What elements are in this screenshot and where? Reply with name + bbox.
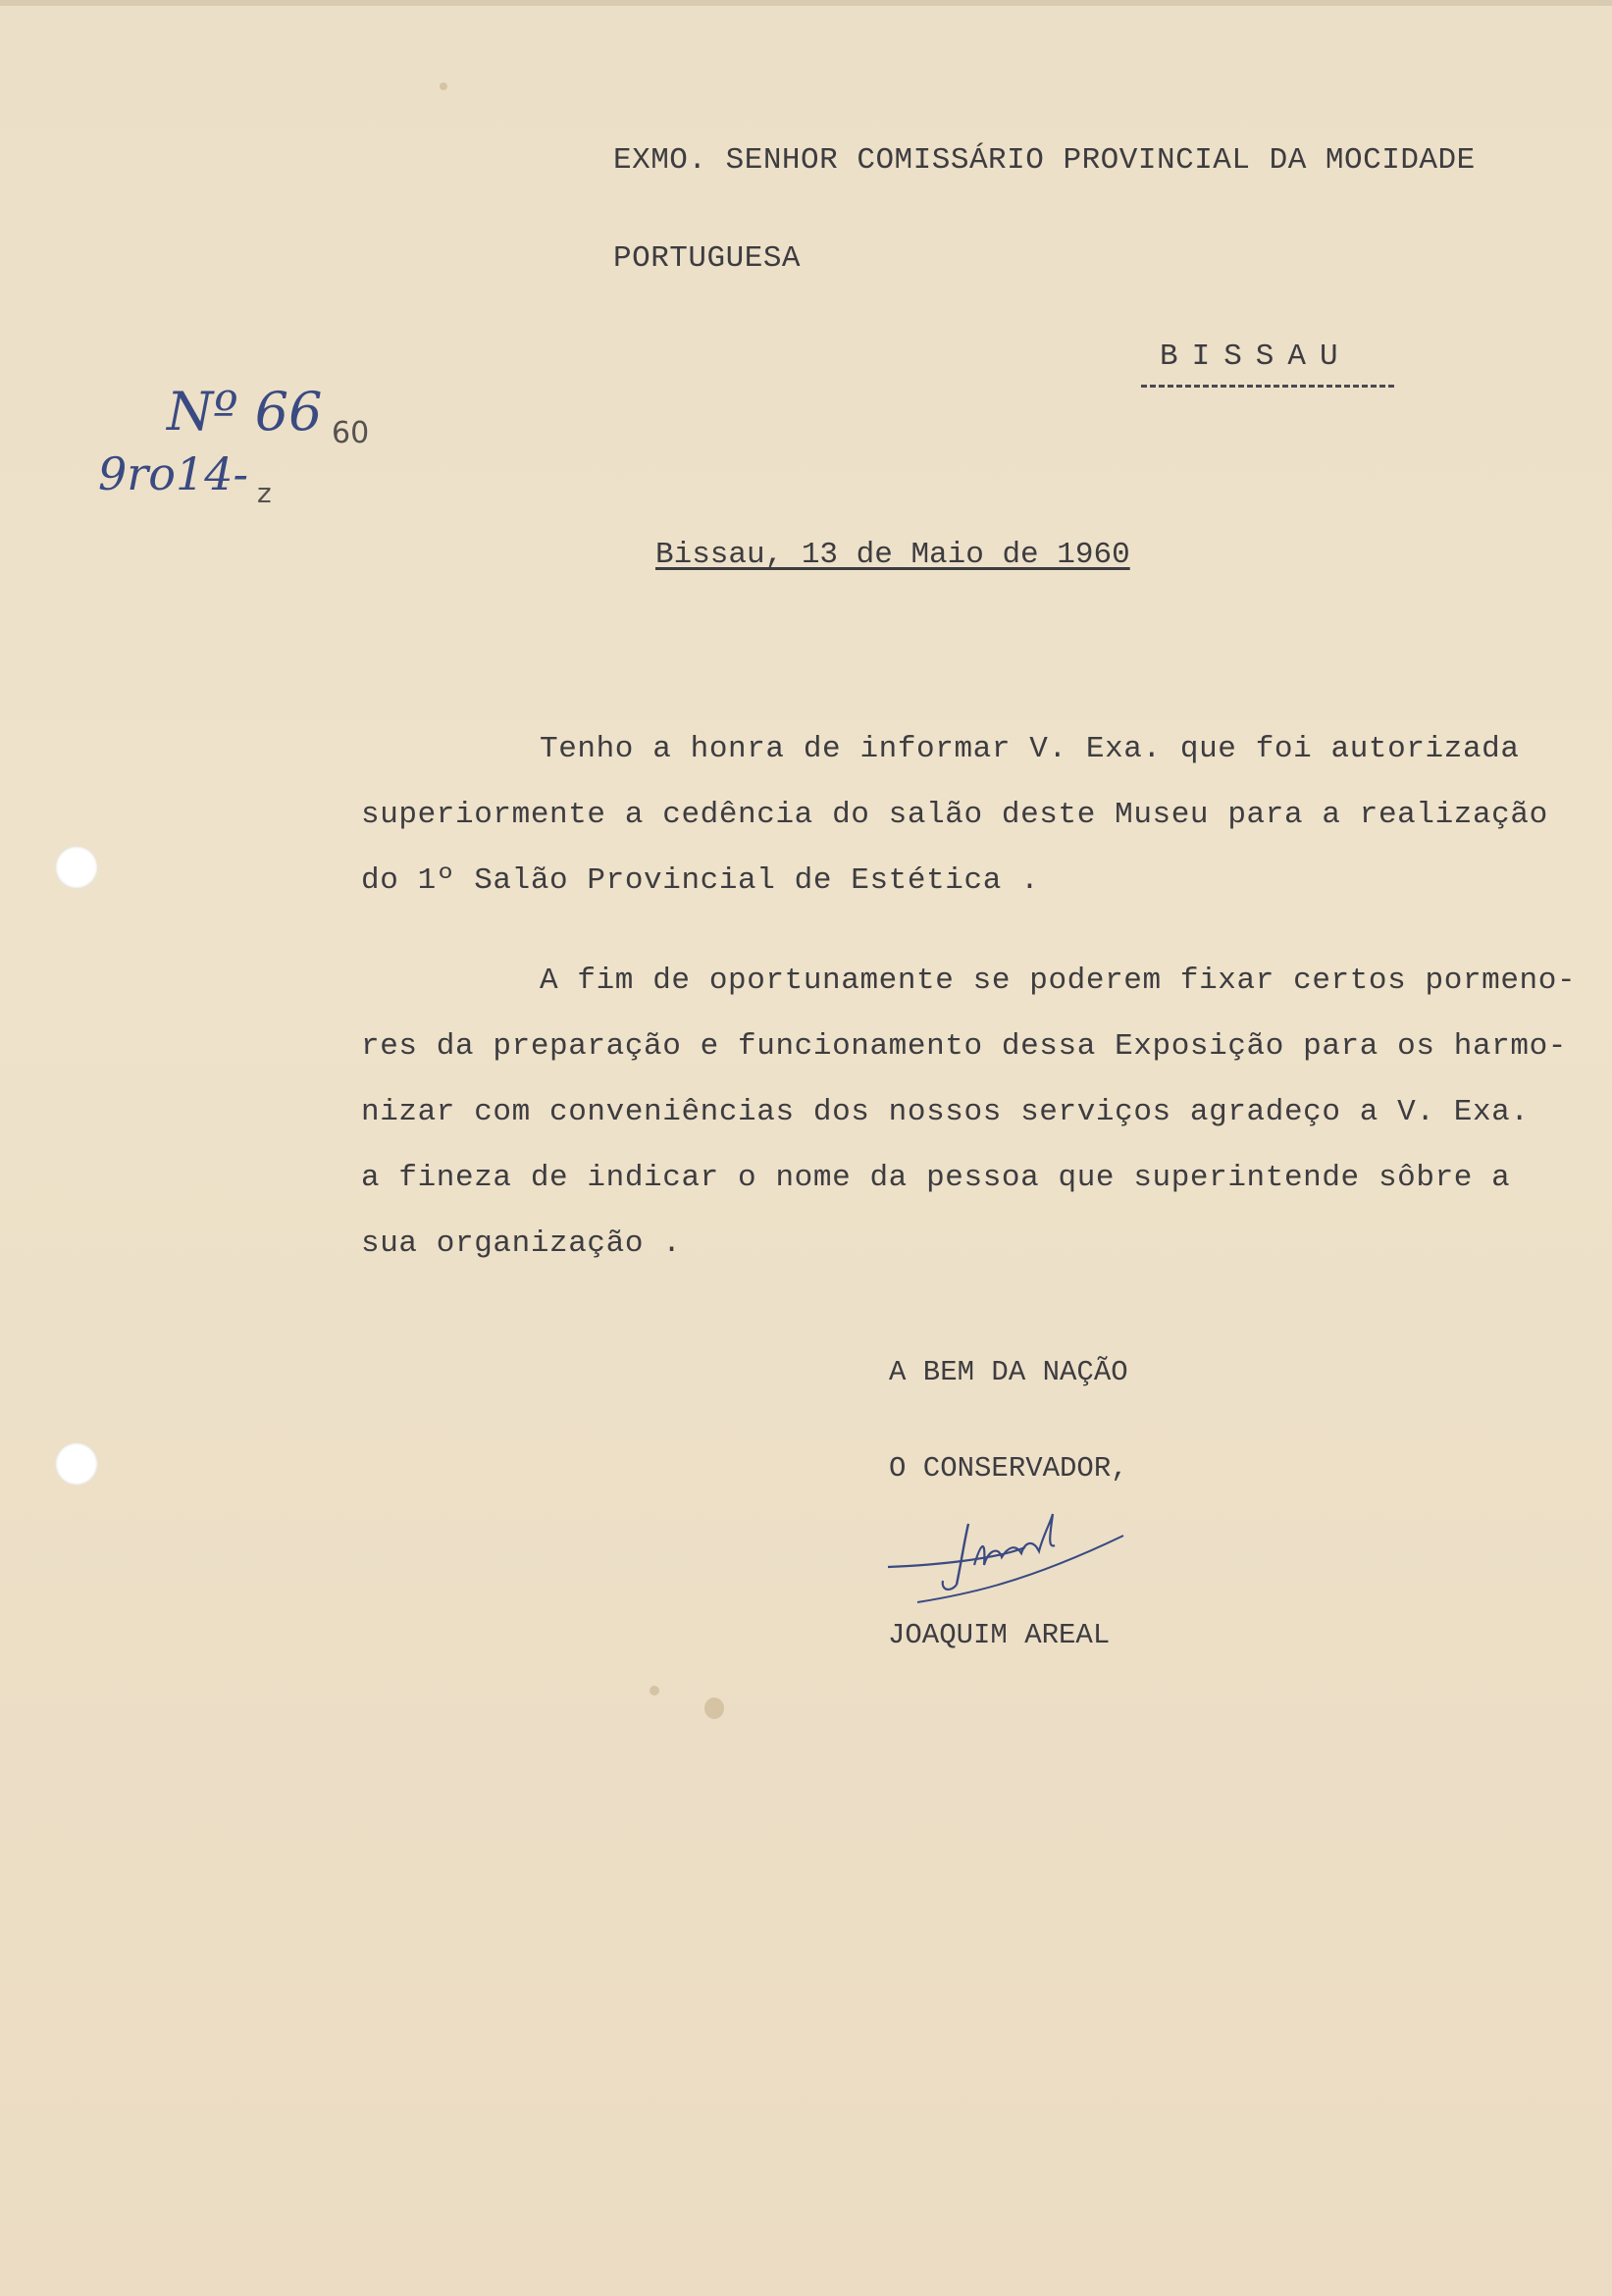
punch-hole-upper [55,846,98,889]
paper-stain [704,1697,724,1719]
body-paragraph-2-line-2: res da preparação e funcionamento dessa Exposição para os harmo- [361,1029,1567,1064]
pencil-note-60: 60 [332,416,370,450]
addressee-line-1: EXMO. SENHOR COMISSÁRIO PROVINCIAL DA MOCIDADE [613,143,1476,178]
body-paragraph-2-line-4: a fineza de indicar o nome da pessoa que superintende sôbre a [361,1161,1511,1195]
signer-name: JOAQUIM AREAL [888,1619,1111,1651]
body-paragraph-1-line-1: Tenho a honra de informar V. Exa. que foi autorizada [540,732,1520,766]
city-underline [1141,385,1394,388]
handwritten-signature [878,1496,1153,1624]
paper-stain [440,82,447,90]
body-paragraph-2-line-3: nizar com conveniências dos nossos serviços agradeço a V. Exa. [361,1095,1530,1129]
addressee-line-2: PORTUGUESA [613,241,802,276]
pencil-note-z: z [257,477,272,509]
body-paragraph-2-line-5: sua organização . [361,1226,682,1261]
handwritten-number: Nº 66 [167,381,323,443]
signer-title: O CONSERVADOR, [889,1452,1128,1485]
letter-date: Bissau, 13 de Maio de 1960 [655,538,1130,572]
body-paragraph-1-line-3: do 1º Salão Provincial de Estética . [361,863,1040,898]
handwritten-reference: 9ro14- [98,447,249,500]
paper-top-edge [0,0,1612,6]
body-paragraph-2-line-1: A fim de oportunamente se poderem fixar certos pormeno- [540,964,1577,998]
punch-hole-lower [55,1442,98,1486]
addressee-city: BISSAU [1160,339,1352,374]
closing-salutation: A BEM DA NAÇÃO [889,1356,1128,1388]
paper-stain [650,1686,659,1696]
body-paragraph-1-line-2: superiormente a cedência do salão deste Museu para a realização [361,798,1548,832]
